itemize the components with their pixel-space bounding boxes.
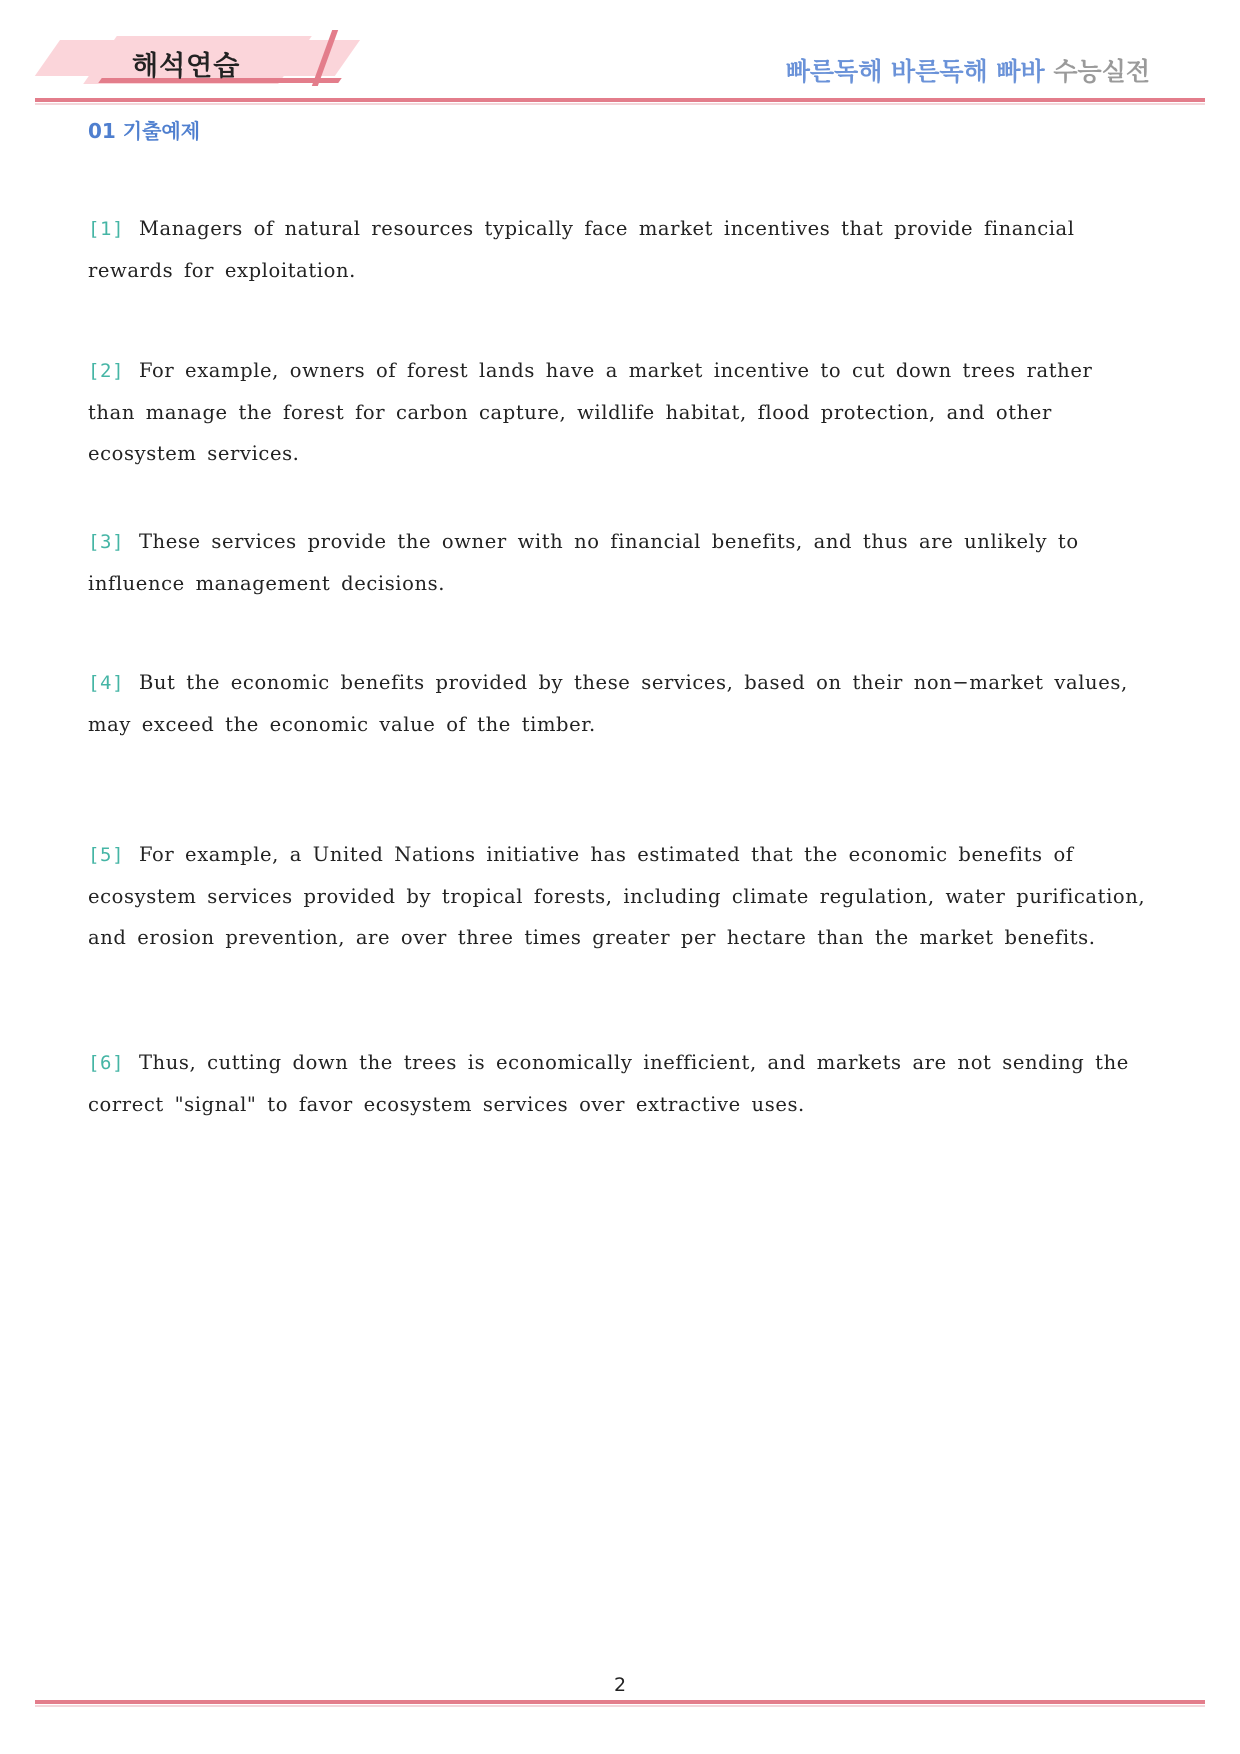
paragraph-text: For example, owners of forest lands have a market incentive to cut down trees rather than manage the forest for carbon capture, wildlife habitat, flood protection, and other ecosystem services. <box>88 359 1093 465</box>
paragraph-2 <box>88 350 1148 474</box>
section-label: 01 기출예제 <box>88 119 201 143</box>
header-badge <box>60 30 360 86</box>
paragraph-1 <box>88 208 1148 291</box>
paragraph-number: [4] <box>88 672 125 694</box>
header-rule <box>35 98 1205 102</box>
paragraph-text: These services provide the owner with no financial benefits, and thus are unlikely to influence management decisions. <box>88 530 1079 595</box>
paragraph-text: But the economic benefits provided by these services, based on their non−market values, may exceed the economic value of the timber. <box>88 671 1128 736</box>
paragraph-5 <box>88 834 1148 958</box>
paragraph-number: [1] <box>88 218 125 240</box>
paragraph-number: [6] <box>88 1052 125 1074</box>
paragraph-number: [2] <box>88 360 125 382</box>
paragraph-number: [5] <box>88 844 125 866</box>
paragraph-number: [3] <box>88 531 125 553</box>
header-series-main: 빠른독해 바른독해 빠바 <box>785 57 1045 86</box>
header-series-title <box>786 52 1150 88</box>
paragraph-3 <box>88 521 1148 604</box>
page-number: 2 <box>613 1674 627 1696</box>
paragraph-6 <box>88 1042 1148 1125</box>
paragraph-4 <box>88 662 1148 745</box>
footer-rule-shadow <box>35 1705 1205 1707</box>
paragraph-text: Managers of natural resources typically face market incentives that provide financial rewards for exploitation. <box>88 217 1075 282</box>
paragraph-text: For example, a United Nations initiative has estimated that the economic benefits of ecosystem services provided by tropical forests, including climate regulation, water purification, and erosion prevention, are over three times greater per hectare than the market benefits. <box>88 843 1146 949</box>
footer-rule <box>35 1700 1205 1704</box>
paragraph-text: Thus, cutting down the trees is economically inefficient, and markets are not sending the correct "signal" to favor ecosystem services over extractive uses. <box>88 1051 1129 1116</box>
header-rule-shadow <box>35 103 1205 105</box>
badge-title: 해석연습 <box>132 51 241 82</box>
header-series-sub: 수능실전 <box>1053 57 1150 86</box>
